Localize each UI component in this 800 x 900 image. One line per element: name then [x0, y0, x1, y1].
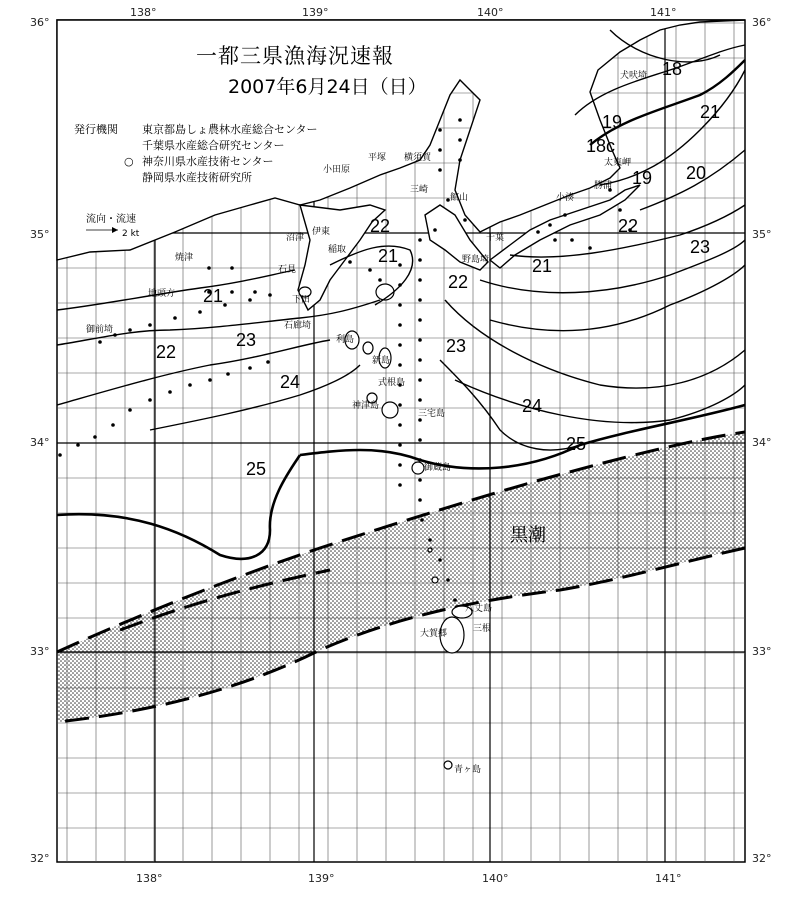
isotherm-label: 18 [662, 59, 683, 79]
station-dot [128, 408, 132, 412]
station-dot [438, 558, 442, 562]
place-label: 青ヶ島 [454, 765, 482, 775]
station-dot [418, 498, 422, 502]
station-dot [420, 518, 424, 522]
isotherm-label: 20 [686, 163, 707, 183]
station-dot [438, 128, 442, 132]
isotherm-label: 18c [586, 136, 616, 156]
lat-label-34-right: 34° [752, 436, 772, 449]
station-dot [398, 323, 402, 327]
station-dot [418, 438, 422, 442]
isotherm-label: 19 [632, 168, 653, 188]
isotherm-line [490, 265, 745, 331]
island [444, 761, 452, 769]
place-label: 横須賀 [404, 153, 432, 163]
station-dot [433, 228, 437, 232]
isotherm-label: 23 [690, 237, 711, 257]
lat-label-34-left: 34° [30, 436, 50, 449]
station-dot [208, 378, 212, 382]
station-dot [230, 266, 234, 270]
lat-label-33-right: 33° [752, 645, 772, 658]
station-dot [148, 323, 152, 327]
lat-label-36-right: 36° [752, 16, 772, 29]
station-dot [458, 158, 462, 162]
chart-date: 2007年6月24日（日） [228, 76, 427, 98]
issuer-heading: 発行機関 [74, 123, 118, 136]
isotherm-label: 25 [566, 434, 587, 454]
station-dot [398, 443, 402, 447]
place-label: 石廊埼 [284, 321, 312, 331]
isotherm-label: 23 [236, 330, 257, 350]
issuer-kanagawa-label: 神奈川県水産技術センター [142, 155, 274, 168]
place-label: 勝浦 [594, 181, 613, 191]
station-dot [418, 378, 422, 382]
station-dot [398, 363, 402, 367]
place-label: 稲取 [328, 245, 347, 255]
station-dot [168, 390, 172, 394]
lat-label-35-left: 35° [30, 228, 50, 241]
lon-label-140: 140° [477, 6, 504, 19]
station-dot [446, 578, 450, 582]
lon-label-138: 138° [130, 6, 157, 19]
station-dot [398, 343, 402, 347]
isotherm-label: 22 [618, 216, 639, 236]
station-dot [398, 463, 402, 467]
place-label: 千葉 [486, 233, 505, 243]
lon-label-141: 141° [650, 6, 677, 19]
station-dot [563, 213, 567, 217]
place-label: 御蔵島 [424, 463, 452, 473]
station-dot [198, 310, 202, 314]
island [376, 284, 394, 300]
station-dot [438, 148, 442, 152]
place-label: 沼津 [286, 233, 305, 243]
station-dot [536, 230, 540, 234]
station-dot [428, 538, 432, 542]
lon-label-138-bottom: 138° [136, 872, 163, 885]
lon-label-139: 139° [302, 6, 329, 19]
station-dot [418, 358, 422, 362]
station-dot [458, 118, 462, 122]
place-label: 神津島 [352, 401, 380, 411]
station-dot [148, 398, 152, 402]
station-dot [418, 238, 422, 242]
place-label: 三宅島 [418, 409, 446, 419]
station-dot [618, 208, 622, 212]
place-label: 三根 [473, 624, 492, 634]
place-label: 御前埼 [86, 325, 114, 335]
station-dot [418, 298, 422, 302]
lon-label-139-bottom: 139° [308, 872, 335, 885]
lon-label-141-bottom: 141° [655, 872, 682, 885]
isotherm-line [57, 270, 295, 310]
station-dot [173, 316, 177, 320]
station-dot [398, 263, 402, 267]
station-dot [463, 218, 467, 222]
place-label: 焼津 [175, 253, 194, 263]
lat-label-32-left: 32° [30, 852, 50, 865]
station-dot [223, 303, 227, 307]
isotherm-label: 21 [378, 246, 399, 266]
place-label: 新島 [372, 356, 391, 366]
station-dot [398, 303, 402, 307]
station-dot [418, 258, 422, 262]
station-dot [128, 328, 132, 332]
place-label: 犬吠埼 [620, 71, 648, 81]
isotherm-label: 21 [203, 286, 224, 306]
isotherm-label: 21 [700, 102, 721, 122]
chart-title: 一都三県漁海況速報 [196, 44, 394, 68]
station-dot [253, 290, 257, 294]
current-legend-title: 流向・流速 [86, 214, 136, 225]
lat-label-32-right: 32° [752, 852, 772, 865]
station-dot [553, 238, 557, 242]
isotherm-label: 25 [246, 459, 267, 479]
island [363, 342, 373, 354]
station-dot [76, 443, 80, 447]
place-label: 式根島 [378, 378, 406, 388]
station-dot [93, 435, 97, 439]
station-dot [266, 360, 270, 364]
station-dot [111, 423, 115, 427]
isotherm-label: 23 [446, 336, 467, 356]
station-dot [570, 238, 574, 242]
station-dot [348, 260, 352, 264]
place-label: 地頭方 [148, 289, 176, 299]
lat-label-33-left: 33° [30, 645, 50, 658]
station-dot [398, 423, 402, 427]
kuroshio-label: 黒潮 [510, 525, 546, 545]
place-label: 八丈島 [465, 604, 493, 614]
island [412, 462, 424, 474]
place-label: 館山 [450, 193, 469, 203]
circle-marker-icon: ○ [124, 155, 134, 168]
station-dot [378, 278, 382, 282]
station-dot [248, 298, 252, 302]
station-dot [418, 318, 422, 322]
current-legend-scale: 2 kt [122, 229, 140, 239]
place-label: 三崎 [410, 185, 429, 195]
island [432, 577, 438, 583]
station-dot [268, 293, 272, 297]
lon-label-140-bottom: 140° [482, 872, 509, 885]
isotherm-label: 22 [448, 272, 469, 292]
place-label: 平塚 [368, 153, 387, 163]
isotherm-line [150, 365, 360, 430]
place-label: 大賀郷 [420, 629, 448, 639]
issuer-list [124, 122, 318, 186]
place-label: 野島埼 [462, 255, 490, 265]
place-label: 下田 [292, 295, 311, 305]
isotherm-label: 22 [370, 216, 391, 236]
island [428, 548, 432, 552]
issuer-chiba: 千葉県水産総合研究センター [142, 139, 285, 152]
issuer-shizuoka: 静岡県水産技術研究所 [142, 171, 252, 184]
station-dot [398, 483, 402, 487]
isotherm-line [440, 360, 580, 450]
place-label: 伊東 [312, 227, 331, 237]
isotherm-label: 22 [156, 342, 177, 362]
station-dot [98, 340, 102, 344]
station-dot [226, 372, 230, 376]
station-dot [418, 478, 422, 482]
place-label: 太東岬 [604, 158, 632, 168]
isotherm-label: 24 [280, 372, 301, 392]
station-dot [438, 168, 442, 172]
lat-label-36-left: 36° [30, 16, 50, 29]
station-dot [398, 403, 402, 407]
station-dot [588, 246, 592, 250]
station-dot [418, 278, 422, 282]
station-dot [230, 290, 234, 294]
station-dot [58, 453, 62, 457]
station-dot [207, 266, 211, 270]
place-label: 小湊 [556, 193, 575, 203]
lat-label-35-right: 35° [752, 228, 772, 241]
isotherm-label: 24 [522, 396, 543, 416]
kuroshio-band [57, 432, 745, 722]
station-dot [368, 268, 372, 272]
station-dot [458, 138, 462, 142]
station-dot [453, 598, 457, 602]
station-dot [418, 398, 422, 402]
issuer-kanagawa [124, 154, 318, 170]
station-dot [188, 383, 192, 387]
station-dot [418, 338, 422, 342]
place-label: 石見 [278, 265, 297, 275]
station-dot [548, 223, 552, 227]
issuer-tokyo: 東京都島しょ農林水産総合センター [142, 123, 318, 136]
place-label: 利島 [336, 335, 355, 345]
island [382, 402, 398, 418]
isotherm-label: 21 [532, 256, 553, 276]
isotherm-label: 19 [602, 112, 623, 132]
place-label: 小田原 [323, 165, 351, 175]
station-dot [248, 366, 252, 370]
